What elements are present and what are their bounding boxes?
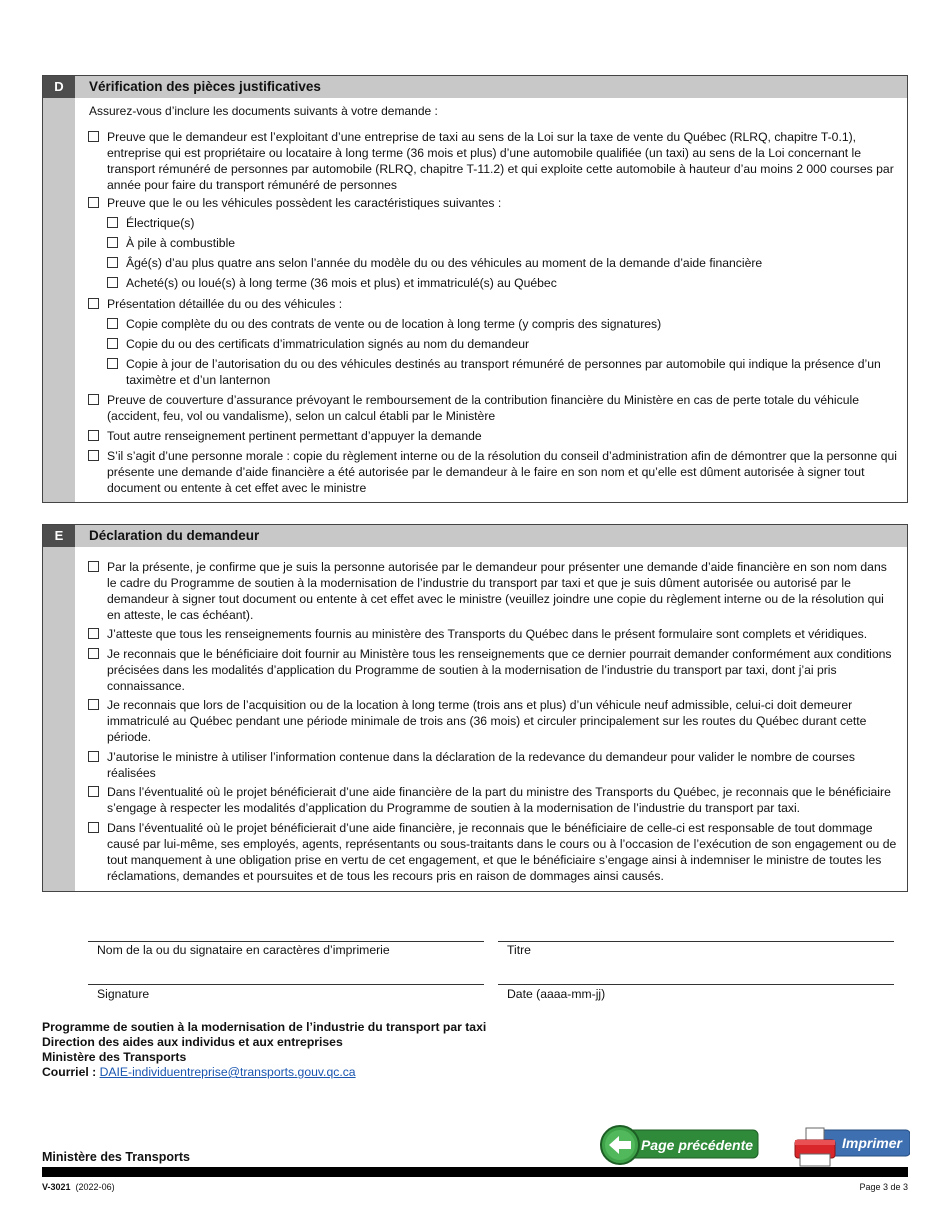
checkbox-item — [88, 820, 898, 884]
checkbox-item — [88, 626, 898, 642]
email-label: Courriel : — [42, 1065, 97, 1079]
checkbox-label: Preuve que le demandeur est l’exploitant d’une entreprise de taxi au sens de la Loi sur la taxe de vente du Québec (RLRQ, chapitre T-0.1), entreprise qui est propriétaire ou locataire à long terme (36 mois et plus) d’une automobile qualifiée (un taxi) au sens de la Loi concernant le transport rémunéré de personnes par automobile (RLRQ, chapitre T-11.2) et qui exploite cette automobile à hauteur d’au moins 2 000 courses par année pour faire du transport rémunéré de personnes — [107, 130, 894, 192]
checkbox[interactable] — [88, 197, 99, 208]
checkbox-item — [88, 784, 898, 816]
direction-name: Direction des aides aux individus et aux entreprises — [42, 1035, 343, 1049]
section-d-title: Vérification des pièces justificatives — [75, 76, 907, 98]
name-signature-line[interactable] — [88, 941, 484, 942]
checkbox-item — [107, 336, 898, 352]
checkbox-label: À pile à combustible — [126, 236, 236, 250]
checkbox-label: J’atteste que tous les renseignements fournis au ministère des Transports du Québec dans le présent formulaire sont complets et véridiques. — [107, 627, 868, 641]
checkbox-item — [88, 749, 898, 781]
checkbox[interactable] — [107, 217, 118, 228]
checkbox-label: Je reconnais que lors de l’acquisition ou de la location à long terme (trois ans et plus) d’un véhicule neuf admissible, celui-ci doit demeurer immatriculé au Québec pendant une période minimale de trois ans (36 mois) et circuler principalement sur les routes du Québec durant cette période. — [107, 698, 867, 744]
previous-page-label: Page précédente — [640, 1137, 754, 1153]
checkbox-label: Présentation détaillée du ou des véhicules : — [107, 297, 343, 311]
checkbox-item — [88, 697, 898, 745]
checkbox[interactable] — [107, 318, 118, 329]
checkbox-item — [107, 275, 898, 291]
checkbox-label: Acheté(s) ou loué(s) à long terme (36 mois et plus) et immatriculé(s) au Québec — [126, 276, 557, 290]
checkbox-item — [107, 215, 898, 231]
checkbox-item — [88, 195, 898, 211]
checkbox[interactable] — [88, 131, 99, 142]
date-label: Date (aaaa-mm-jj) — [507, 987, 606, 1001]
checkbox[interactable] — [88, 450, 99, 461]
checkbox-item — [107, 235, 898, 251]
section-d-strip — [43, 76, 75, 502]
section-e-letter: E — [43, 525, 75, 547]
checkbox-item — [107, 255, 898, 271]
signature-label: Signature — [97, 987, 150, 1001]
ministry-line: Ministère des Transports — [42, 1050, 187, 1064]
checkbox-label: Copie à jour de l’autorisation du ou des véhicules destinés au transport rémunéré de personnes par automobile qui indique la présence d’un taximètre et d’un lanternon — [126, 357, 881, 387]
signature-line[interactable] — [88, 984, 484, 985]
checkbox-label: Dans l’éventualité où le projet bénéficierait d’une aide financière, je reconnais que le bénéficiaire de celle-ci est responsable de tout dommage causé par lui-même, ses employés, agents, représentants ou sous-traitants dans le cours ou à l’occasion de l’exécution de son engagement ou de tout manquement à une obligation prise en vertu de cet engagement, et que le bénéficiaire s’engage ainsi à indemniser le ministre de toutes les réclamations, demandes et poursuites et de tous les recours pris en raison de dommages ainsi causés. — [107, 821, 897, 883]
checkbox[interactable] — [88, 786, 99, 797]
checkbox[interactable] — [88, 561, 99, 572]
checkbox-item — [88, 296, 898, 312]
checkbox[interactable] — [88, 648, 99, 659]
date-line[interactable] — [498, 984, 894, 985]
section-d-letter: D — [43, 76, 75, 98]
checkbox-item — [88, 646, 898, 694]
checkbox-item — [88, 448, 898, 496]
checkbox-label: Preuve de couverture d’assurance prévoyant le remboursement de la contribution financière du Ministère en cas de perte totale du véhicule (accident, feu, vol ou vandalisme), selon un calcul établi par le Ministère — [107, 393, 859, 423]
title-label: Titre — [507, 943, 531, 957]
page-number: Page 3 de 3 — [859, 1182, 908, 1192]
checkbox[interactable] — [107, 338, 118, 349]
checkbox-item — [107, 316, 898, 332]
form-code — [42, 1182, 115, 1192]
checkbox[interactable] — [88, 394, 99, 405]
checkbox[interactable] — [88, 751, 99, 762]
checkbox[interactable] — [88, 628, 99, 639]
checkbox-item — [107, 356, 898, 388]
print-label: Imprimer — [842, 1135, 902, 1151]
checkbox[interactable] — [107, 257, 118, 268]
checkbox-label: J’autorise le ministre à utiliser l’information contenue dans la déclaration de la redevance du demandeur pour valider le nombre de courses réalisées — [107, 750, 855, 780]
checkbox-item — [88, 428, 898, 444]
checkbox[interactable] — [88, 430, 99, 441]
checkbox-item — [88, 559, 898, 623]
section-e-title: Déclaration du demandeur — [75, 525, 907, 547]
checkbox-label: Copie du ou des certificats d’immatriculation signés au nom du demandeur — [126, 337, 530, 351]
checkbox[interactable] — [107, 277, 118, 288]
checkbox-label: Dans l’éventualité où le projet bénéficierait d’une aide financière de la part du ministre des Transports du Québec, je reconnais que le bénéficiaire s’engage à respecter les modalités d’application du Programme de soutien à la modernisation de l’industrie du transport par taxi. — [107, 785, 891, 815]
name-label: Nom de la ou du signataire en caractères d’imprimerie — [97, 943, 390, 957]
checkbox[interactable] — [107, 358, 118, 369]
checkbox-label: Par la présente, je confirme que je suis la personne autorisée par le demandeur pour présenter une demande d’aide financière en son nom dans le cadre du Programme de soutien à la modernisation de l’industrie du transport par taxi et que je suis dûment autorisée ou autorisé par le demandeur à signer tout document ou entente à cet effet avec le ministre (veuillez joindre une copie du règlement interne ou de la résolution qui en atteste, le cas échéant). — [107, 560, 887, 622]
checkbox-label: Je reconnais que le bénéficiaire doit fournir au Ministère tous les renseignements que ce dernier pourrait demander conformément aux conditions précisées dans les modalités d’application du Programme de soutien à la modernisation de l’industrie du transport par taxi, dont j’ai pris connaissance. — [107, 647, 892, 693]
checkbox-label: Copie complète du ou des contrats de vente ou de location à long terme (y compris des signatures) — [126, 317, 662, 331]
checkbox-item — [88, 129, 898, 193]
ministry-name: Ministère des Transports — [42, 1150, 190, 1164]
checkbox[interactable] — [88, 822, 99, 833]
section-d-intro: Assurez-vous d’inclure les documents suivants à votre demande : — [89, 104, 438, 118]
checkbox-label: S’il s’agit d’une personne morale : copie du règlement interne ou de la résolution du conseil d’administration afin de démontrer que la personne qui présente une demande d’aide financière a été autorisée par le demandeur à le faire en son nom et qu’elle est dûment autorisée à signer tout document ou entente à cet effet avec le ministre — [107, 449, 897, 495]
form-date: (2022-06) — [75, 1182, 115, 1192]
print-button[interactable] — [792, 1126, 910, 1168]
checkbox-label: Âgé(s) d’au plus quatre ans selon l’année du modèle du ou des véhicules au moment de la demande d’aide financière — [126, 256, 763, 270]
checkbox-label: Électrique(s) — [126, 216, 195, 230]
checkbox[interactable] — [88, 298, 99, 309]
section-e-strip — [43, 525, 75, 891]
checkbox-label: Preuve que le ou les véhicules possèdent les caractéristiques suivantes : — [107, 196, 502, 210]
checkbox-item — [88, 392, 898, 424]
title-signature-line[interactable] — [498, 941, 894, 942]
previous-page-button[interactable] — [600, 1124, 760, 1166]
contact-block — [42, 1020, 486, 1080]
checkbox[interactable] — [107, 237, 118, 248]
footer-bar — [42, 1167, 908, 1177]
program-name: Programme de soutien à la modernisation de l’industrie du transport par taxi — [42, 1020, 487, 1034]
form-number: V-3021 — [42, 1182, 71, 1192]
checkbox-label: Tout autre renseignement pertinent permettant d’appuyer la demande — [107, 429, 482, 443]
email-link[interactable]: DAIE-individuentreprise@transports.gouv.qc.ca — [99, 1065, 356, 1079]
checkbox[interactable] — [88, 699, 99, 710]
